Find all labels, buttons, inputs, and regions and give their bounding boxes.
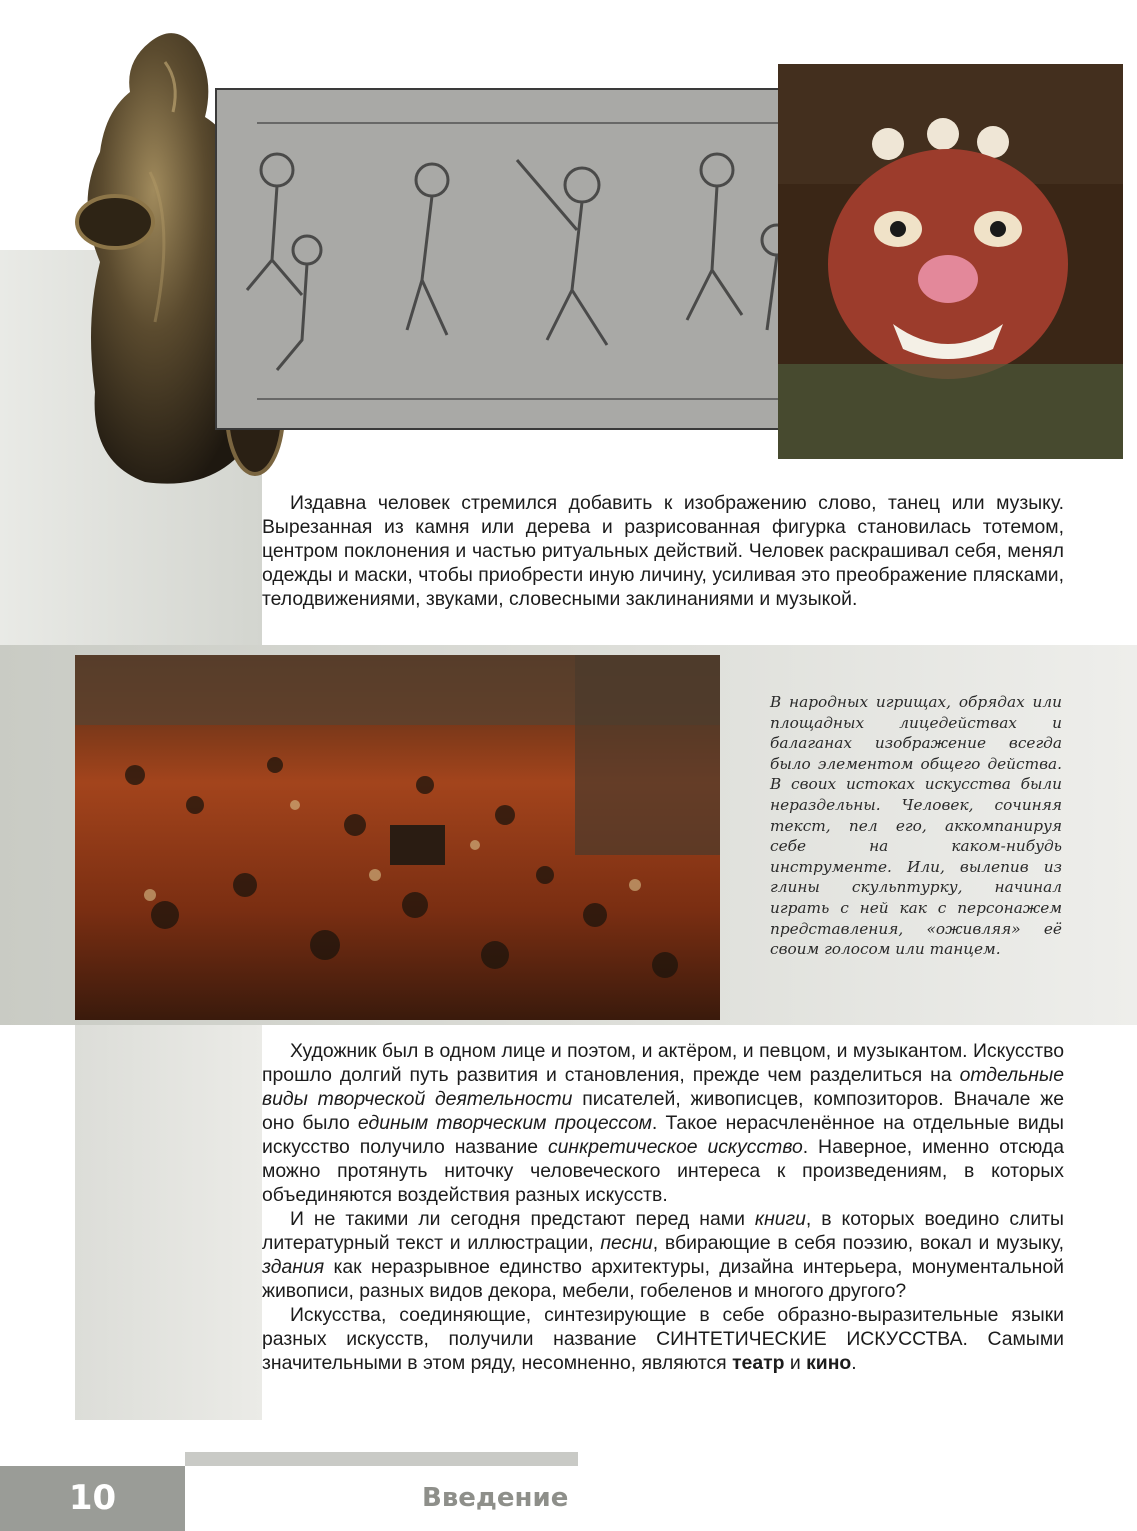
p3-bold-2: кино (806, 1352, 852, 1374)
p3-text-3: . (851, 1352, 857, 1374)
p1-text-4: . Наверное, именно отсюда можно протянуть ниточку человеческого интереса к произведениям, в которых объединяются воздействия разных искусств. (262, 1136, 1064, 1206)
p1-emphasis-2: единым творческим процессом (357, 1112, 652, 1134)
footer-divider (185, 1452, 578, 1466)
carnival-painting-image (75, 655, 720, 1020)
paragraph-2 (262, 1207, 1064, 1303)
page-number: 10 (68, 1478, 117, 1518)
intro-paragraph (262, 491, 1064, 611)
painting-caption: В народных игрищах, обрядах или площадных лицедействах и балаганах изображение всегда было элементом общего действа. В своих истоках искусства были нераздельны. Человек, сочиняя текст, пел его, аккомпанируя себе на каком-нибудь инструменте. Или, вылепив из глины скульптурку, начинал играть с ней как с персонажем представления, «оживляя» её своим голосом или танцем. (770, 693, 1062, 959)
p2-emphasis-2: песни (600, 1232, 653, 1254)
p2-text-1: И не такими ли сегодня предстают перед нами (290, 1208, 755, 1230)
p2-text-2: , в которых воедино слиты литературный текст и иллюстрации, (262, 1208, 1064, 1254)
section-title: Введение (422, 1483, 569, 1513)
paragraph-3 (262, 1303, 1064, 1375)
p1-emphasis-1: отдельные виды творческой деятельности (262, 1064, 1064, 1110)
p1-text-1: Художник был в одном лице и поэтом, и актёром, и певцом, и музыкантом. Искусство прошло долгий путь развития и становления, прежде чем разделиться на (262, 1040, 1064, 1086)
p1-text-3: . Такое нерасчленённое на отдельные виды искусство получило название (262, 1112, 1064, 1158)
p3-text-2: и (784, 1352, 807, 1374)
old-manuscript-illustration (215, 88, 843, 430)
p2-text-4: как неразрывное единство архитектуры, дизайна интерьера, монументальной живописи, разных видов декора, мебели, гобеленов и многого другого? (262, 1256, 1064, 1302)
p2-emphasis-1: книги (754, 1208, 806, 1230)
intro-text: Издавна человек стремился добавить к изображению слово, танец или музыку. Вырезанная из камня или дерева и разрисованная фигурка становилась тотемом, центром поклонения и частью ритуальных действий. Человек раскрашивал себя, менял одежды и маски, чтобы приобрести иную личину, усиливая это преображение плясками, телодвижениями, звуками, словесными заклинаниями и музыкой. (262, 492, 1064, 610)
manuscript-figures (217, 90, 841, 428)
p3-text-1: Искусства, соединяющие, синтезирующие в себе образно-выразительные языки разных искусств, получили название СИНТЕТИЧЕСКИЕ ИСКУССТВА. Самыми значительными в этом ряду, несомненно, являются (262, 1304, 1064, 1374)
grey-band-bottom (75, 1025, 262, 1420)
main-text (262, 1039, 1064, 1375)
p2-emphasis-3: здания (262, 1256, 325, 1278)
p1-emphasis-3: синкретическое искусство (547, 1136, 803, 1158)
p3-bold-1: театр (732, 1352, 785, 1374)
ritual-mask-photo (778, 64, 1123, 459)
p2-text-3: , вбирающие в себя поэзию, вокал и музыку, (652, 1232, 1065, 1254)
p1-text-2: писателей, живописцев, композиторов. Вначале же оно было (262, 1088, 1064, 1134)
paragraph-1 (262, 1039, 1064, 1207)
